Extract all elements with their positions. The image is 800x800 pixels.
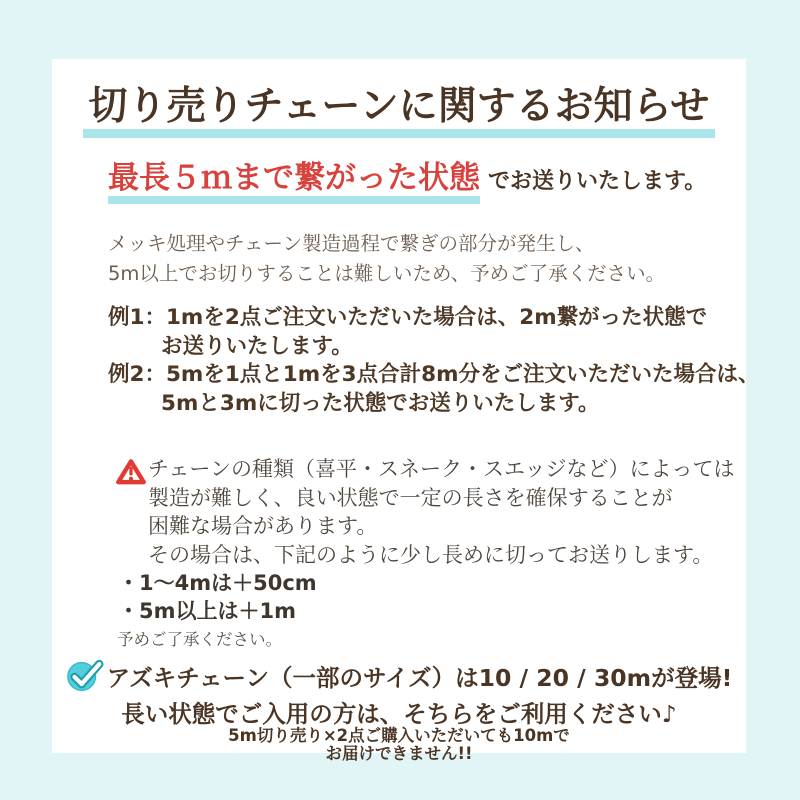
lead-highlight-text: 最長５ｍまで繋がった状態 <box>108 163 480 204</box>
examples-block <box>108 304 759 418</box>
promo-subline: 長い状態でご入用の方は、そちらをご利用ください♪ <box>121 700 677 728</box>
warning-triangle-icon <box>115 458 147 485</box>
title-row <box>52 84 746 138</box>
intro-line-2: 5m以上でお切りすることは難しいため、予めご了承ください。 <box>108 262 666 285</box>
promo-note-line-1: 5m切り売り×2点ご購入いただいても10mで <box>228 726 570 745</box>
warning-line-3: 困難な場合があります。 <box>148 514 378 538</box>
intro-paragraph <box>108 229 665 289</box>
example-2-text: 5mを1点と1mを3点合計8m分をご注文いただいた場合は、 <box>165 362 760 387</box>
warning-line-1: チェーンの種類（喜平・スネーク・スエッジなど）によっては <box>148 457 735 481</box>
lead-statement <box>108 160 707 204</box>
example-2-continuation: 5mと3mに切った状態でお送りいたします。 <box>161 390 600 416</box>
warning-bullet-1: ・1〜4mは＋50cm <box>118 571 317 595</box>
intro-line-1: メッキ処理やチェーン製造過程で繋ぎの部分が発生し、 <box>108 232 595 255</box>
example-2-prefix: 例2： <box>108 362 166 387</box>
promo-headline: アズキチェーン（一部のサイズ）は10 / 20 / 30mが登場! <box>106 663 733 692</box>
warning-line-4: その場合は、下記のように少し長めに切ってお送りします。 <box>148 542 714 567</box>
warning-note: 予めご了承ください。 <box>117 630 282 649</box>
example-2-line <box>108 361 759 390</box>
warning-bullet-2: ・5m以上は＋1m <box>118 599 296 623</box>
check-circle-icon <box>66 657 104 694</box>
example-1-text: 1mを2点ご注文いただいた場合は、2m繋がった状態で <box>165 305 708 330</box>
warning-block <box>115 455 735 651</box>
example-1-prefix: 例1： <box>108 305 166 330</box>
promo-headline-row <box>52 657 746 694</box>
page-title: 切り売りチェーンに関するお知らせ <box>83 87 716 138</box>
example-1-continuation: お送りいたします。 <box>161 333 353 359</box>
notice-panel <box>52 59 760 763</box>
promo-note-line-2: お届けできません!! <box>325 744 473 763</box>
example-1-line <box>108 304 759 333</box>
lead-rest-text: でお送りいたします。 <box>488 169 707 194</box>
warning-line-2: 製造が難しく、良い状態で一定の長さを確保することが <box>148 485 673 510</box>
